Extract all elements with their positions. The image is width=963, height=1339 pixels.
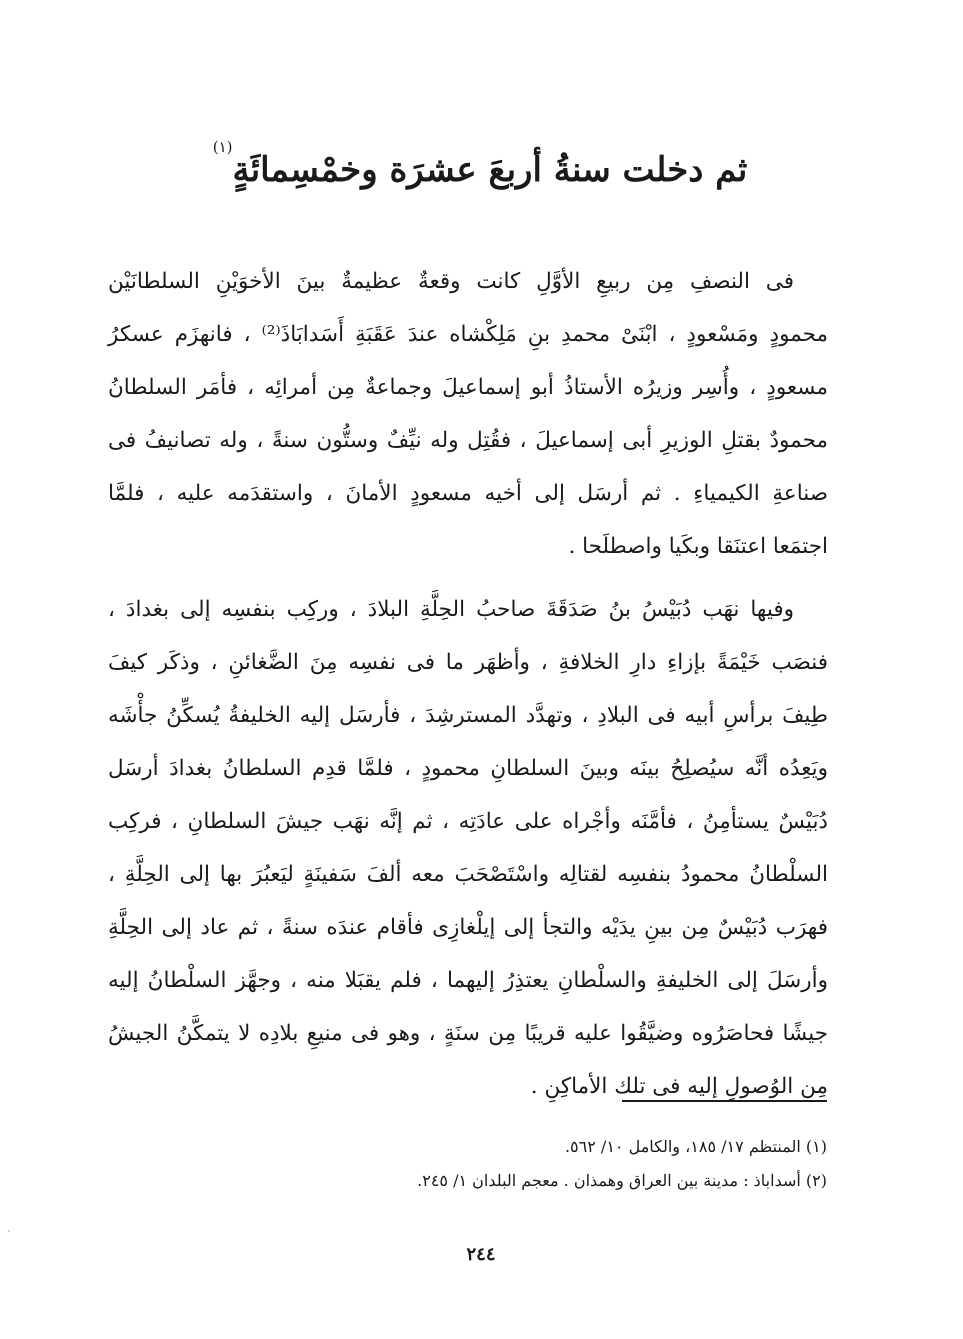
text-line: فهرَب دُبَيْسٌ مِن بينِ يدَيْه والتجأ إلى إيلْغازِى فأقام عندَه سنةً ، ثم عاد إلى الحِلَّةِ	[108, 915, 828, 940]
footnotes	[200, 1130, 827, 1198]
paragraph-1	[108, 255, 828, 573]
text-line: مِن الوُصولِ إليه فى تلك الأماكِنِ .	[530, 1074, 828, 1099]
text-line: فنصَب خَيْمَةً بإزاءِ دارِ الخلافةِ ، وأظهَر ما فى نفسِه مِنَ الضَّغائنِ ، وذكَر كيفَ	[108, 650, 828, 675]
text-line: وأرسَلَ إلى الخليفةِ والسلْطانِ يعتذِرُ إليهما ، فلم يقبَلا منه ، وجهَّز السلْطانُ إليه	[108, 968, 828, 993]
footnote-2: (٢) أسداباذ : مدينة بين العراق وهمذان . معجم البلدان ١/ ٢٤٥.	[417, 1171, 827, 1190]
text-line: صناعةِ الكيمياءِ . ثم أرسَل إلى أخيه مسعودٍ الأمانَ ، واستقدَمه عليه ، فلمَّا	[108, 481, 828, 506]
text-line: دُبَيْسٌ يستأمِنُ ، فأمَّنَه وأجْراه على عادَتِه ، ثم إنَّه نهَب جيشَ السلطانِ ، فركِب	[108, 809, 828, 834]
text-line: وفيها نهَب دُبَيْسُ بنُ صَدَقَةَ صاحبُ الحِلَّةِ البلادَ ، وركِب بنفسِه إلى بغدادَ ،	[108, 597, 794, 622]
heading-footnote-marker: (١)	[212, 138, 233, 156]
paragraph-2	[108, 583, 828, 1113]
text-line: جيشًا فحاصَرُوه وضيَّقُوا عليه قريبًا مِن سنَةٍ ، وهو فى منيعِ بلادِه لا يتمكَّنُ الجيشُ	[108, 1021, 828, 1046]
text-line: طِيفَ برأسِ أبيه فى البلادِ ، وتهدَّد المسترشِدَ ، فأرسَل إليه الخليفةُ يُسكِّنُ جأْشَه	[108, 703, 828, 728]
page-number: ٢٤٤	[466, 1244, 496, 1265]
text-line: فى النصفِ مِن ربيعِ الأوَّلِ كانت وقعةٌ عظيمةٌ بينَ الأخوَيْنِ السلطانَيْن	[108, 269, 794, 294]
scan-speck	[8, 1230, 10, 1232]
text-line: اجتمَعا اعتنَقا وبكَيا واصطلَحا .	[568, 534, 828, 559]
text-line: محمودٌ بقتلِ الوزيرِ أبى إسماعيلَ ، فقُتِل وله نيِّفٌ وستُّون سنةً ، وله تصانيفُ فى	[108, 428, 828, 453]
text-line: السلْطانُ محمودُ بنفسِه لقتالِه واسْتَصْحَبَ معه ألفَ سَفينَةٍ ليَعبُرَ بها إلى الحِلَّةِ ،	[108, 862, 828, 887]
text-line: محمودٍ ومَسْعودٍ ، ابْنَىْ محمدِ بنِ مَلِكْشاه عندَ عَقَبَةِ أَسَدابَاذَ⁽²⁾ ، فانهزَم عسكرُ	[108, 322, 828, 347]
footnote-separator	[622, 1100, 827, 1102]
chapter-heading-text: ثم دخلت سنةُ أربعَ عشرَة وخمْسِمائَةٍ	[232, 150, 748, 190]
text-line: مسعودٍ ، وأُسِر وزيرُه الأستاذُ أبو إسماعيلَ وجماعةٌ مِن أمرائِه ، فأمَر السلطانُ	[108, 375, 828, 400]
chapter-heading	[120, 140, 840, 200]
text-line: ويَعِدُه أنَّه سيُصلِحُ بينَه وبينَ السلطانِ محمودٍ ، فلمَّا قدِم السلطانُ بغدادَ أرسَل	[108, 756, 828, 781]
footnote-1: (١) المنتظم ١٧/ ١٨٥، والكامل ١٠/ ٥٦٢.	[564, 1137, 827, 1156]
